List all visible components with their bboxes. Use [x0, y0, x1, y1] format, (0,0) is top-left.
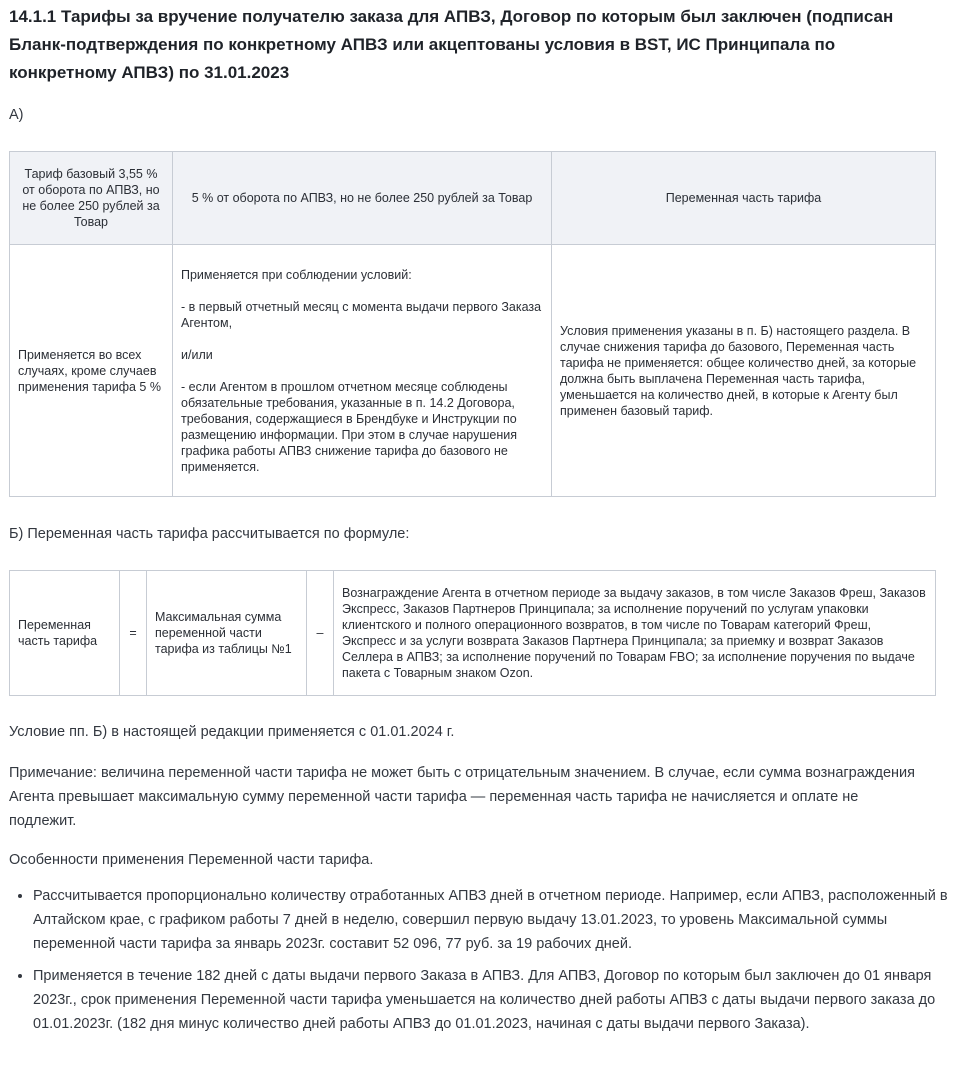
formula-variable-part: Переменная часть тарифа [10, 571, 120, 696]
features-list [9, 884, 953, 1044]
tariff-table-header-row [10, 152, 936, 245]
features-heading: Особенности применения Переменной части тарифа. [9, 852, 374, 868]
formula-row [10, 571, 936, 696]
cell-five-percent-p3: и/или [181, 347, 213, 362]
tariff-table-row [10, 245, 936, 497]
header-variable-part: Переменная часть тарифа [552, 152, 936, 245]
cell-five-percent-p1: Применяется при соблюдении условий: [181, 267, 412, 282]
cell-five-percent-p2: - в первый отчетный месяц с момента выдачи первого Заказа Агентом, [181, 299, 542, 330]
formula-agent-reward: Вознаграждение Агента в отчетном периоде за выдачу заказов, в том числе Заказов Фреш, Заказов Экспресс, Заказов Партнеров Принципала; за исполнение поручений по услугам упаковки клиентского и полного операционного возвратов, в том числе по Товарам категорий Фреш, Экспресс и за услуги возврата Заказов Партнера Принципала; за приемку и возврат Заказов Селлера в АПВЗ; за исполнение поручений по Товарам FBO; за исполнение поручения по выдаче пакета с Товарным знаком Ozon. [334, 571, 936, 696]
section-a-label: А) [9, 107, 24, 123]
list-item: • Применяется в течение 182 дней с даты выдачи первого Заказа в АПВЗ. Для АПВЗ, Договор по которым был заключен до 01 января 2023г., срок применения Переменной части тарифа уменьшается на количество дней работы АПВЗ с даты выдачи первого заказа до 01.01.2023г. (182 дня минус количество дней работы АПВЗ до 01.01.2023, начиная с даты выдачи первого Заказа). [33, 964, 953, 1036]
section-b-label: Б) Переменная часть тарифа рассчитывается по формуле: [9, 526, 410, 542]
header-five-percent: 5 % от оборота по АПВЗ, но не более 250 рублей за Товар [173, 152, 552, 245]
formula-equals: = [120, 571, 147, 696]
formula-minus: – [307, 571, 334, 696]
formula-max-sum: Максимальная сумма переменной части тарифа из таблицы №1 [147, 571, 307, 696]
remark-note: Примечание: величина переменной части тарифа не может быть с отрицательным значением. В случае, если сумма вознаграждения Агента превышает максимальную сумму переменной части тарифа — переменная часть тарифа не начисляется и оплате не подлежит. [9, 765, 915, 829]
list-item: • Рассчитывается пропорционально количеству отработанных АПВЗ дней в отчетном периоде. Например, если АПВЗ, расположенный в Алтайском крае, с графиком работы 7 дней в неделю, совершил первую выдачу 13.01.2023, то уровень Максимальной суммы переменной части тарифа за январь 2023г. составит 52 096, 77 руб. за 19 рабочих дней. [33, 884, 953, 956]
tariff-table [9, 151, 936, 497]
section-title: 14.1.1 Тарифы за вручение получателю заказа для АПВЗ, Договор по которым был заключен (подписан Бланк-подтверждения по конкретному АПВЗ или акцептованы условия в BST, ИС Принципала по конкретному АПВЗ) по 31.01.2023 [9, 7, 894, 82]
cell-five-percent [173, 245, 552, 497]
formula-table [9, 570, 936, 696]
cell-base-tariff: Применяется во всех случаях, кроме случаев применения тарифа 5 % [10, 245, 173, 497]
cell-five-percent-p4: - если Агентом в прошлом отчетном месяце соблюдены обязательные требования, указанные в п. 14.2 Договора, требования, содержащиеся в Брендбуке и Инструкции по размещению информации. При этом в случае нарушения графика работы АПВЗ снижение тарифа до базового не применяется. [181, 379, 518, 474]
header-base-tariff: Тариф базовый 3,55 % от оборота по АПВЗ, но не более 250 рублей за Товар [10, 152, 173, 245]
cell-variable-part: Условия применения указаны в п. Б) настоящего раздела. В случае снижения тарифа до базового, Переменная часть тарифа не применяется: общее количество дней, за которые должна быть выплачена Переменная часть тарифа, уменьшается на количество дней, в которые к Агенту был применен базовый тариф. [552, 245, 936, 497]
condition-note: Условие пп. Б) в настоящей редакции применяется с 01.01.2024 г. [9, 724, 455, 740]
